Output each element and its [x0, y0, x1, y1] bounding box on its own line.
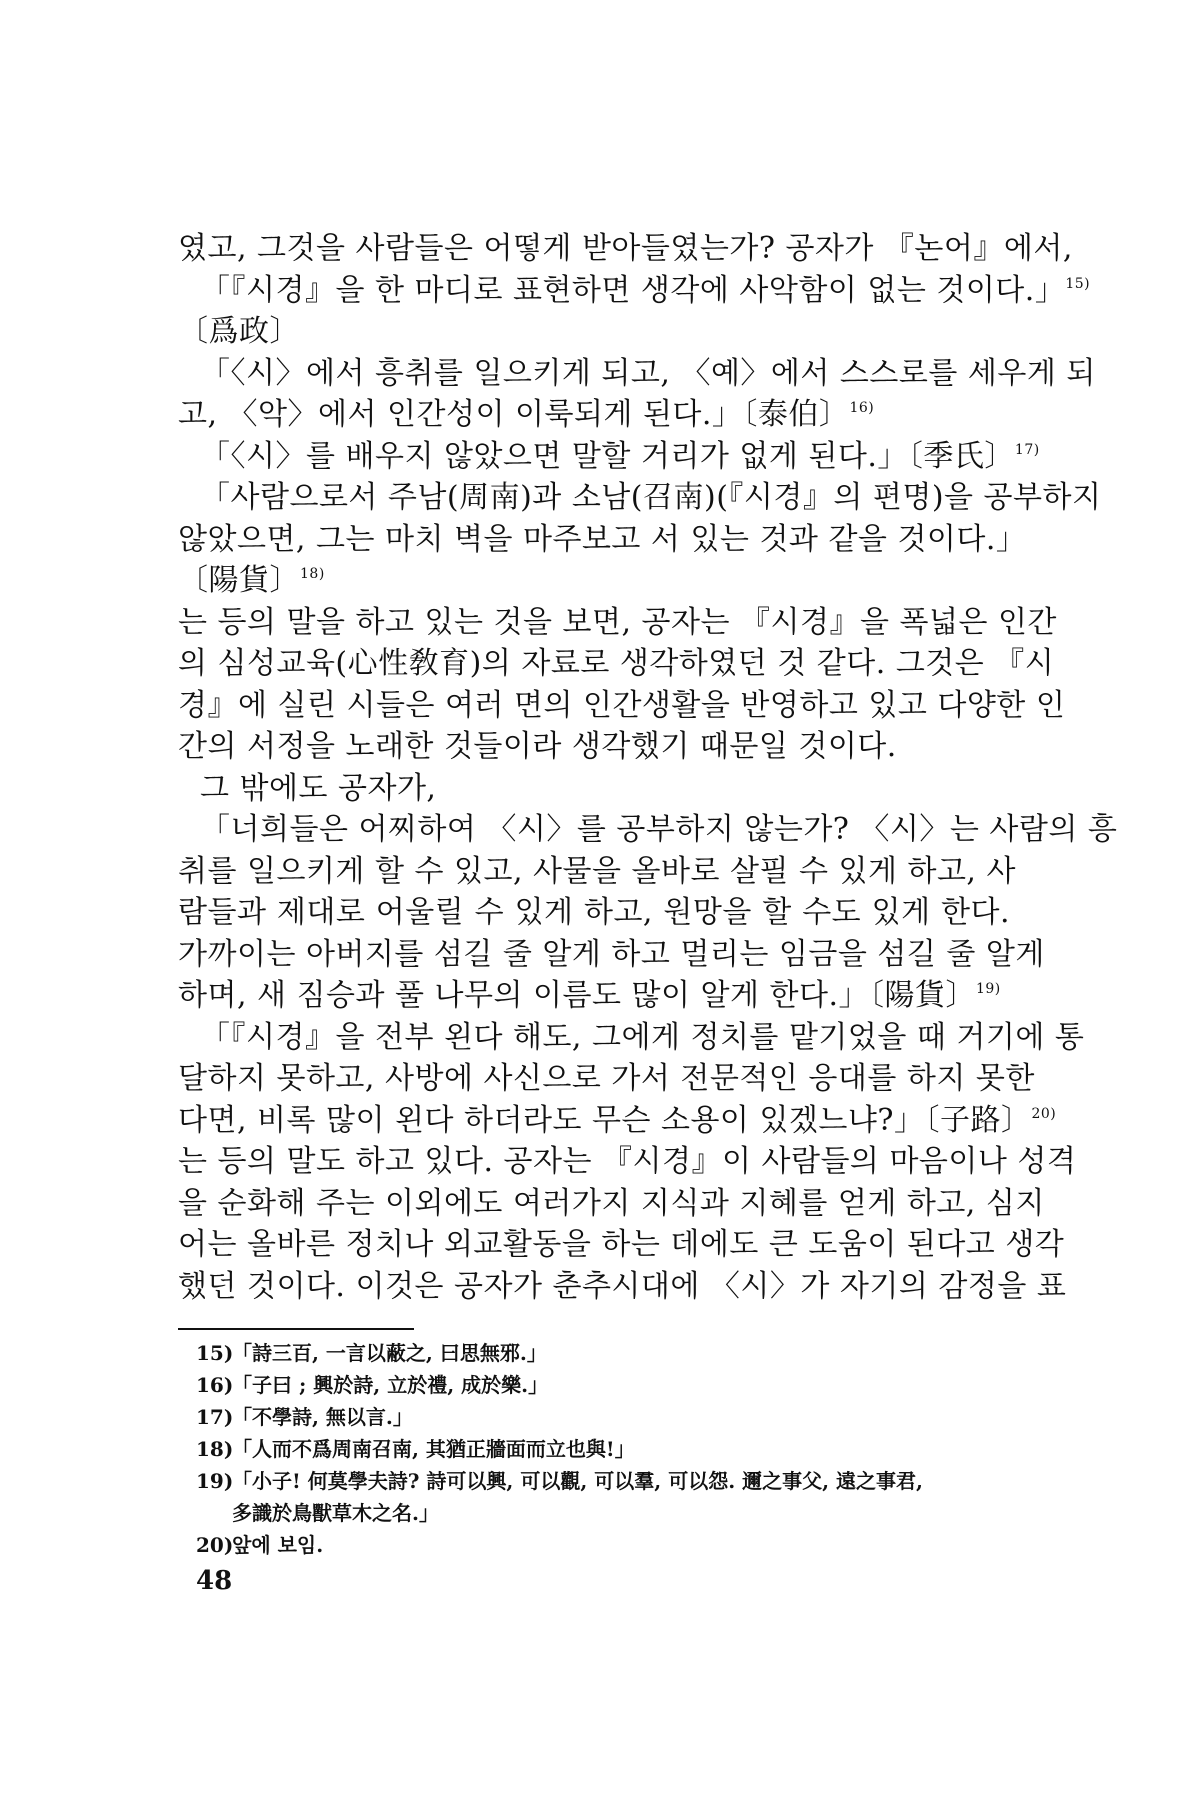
text-line: 을 순화해 주는 이외에도 여러가지 지식과 지혜를 얻게 하고, 심지	[178, 1185, 1045, 1221]
text-line: 〔陽貨〕$^{18)}$	[178, 563, 325, 598]
text-line: 경』에 실린 시들은 여러 면의 인간생활을 반영하고 있고 다양한 인	[178, 687, 1066, 723]
footnote-number: 19)	[196, 1469, 234, 1493]
text-line: 고, 〈악〉에서 인간성이 이룩되게 된다.」〔泰伯〕$^{16)}$	[178, 397, 875, 432]
footnote-text: 「不學詩, 無以言.」	[232, 1405, 413, 1429]
text-line: 「『시경』을 전부 왼다 해도, 그에게 정치를 맡기었을 때 거기에 통	[200, 1019, 1085, 1055]
text-line: 가까이는 아버지를 섬길 줄 알게 하고 멀리는 임금을 섬길 줄 알게	[178, 936, 1045, 972]
text-line: 「『시경』을 한 마디로 표현하면 생각에 사악함이 없는 것이다.」$^{15)}$	[200, 272, 1091, 308]
body-text	[178, 228, 1118, 1307]
text-line: 했던 것이다. 이것은 공자가 춘추시대에 〈시〉가 자기의 감정을 표	[178, 1268, 1067, 1304]
text-line: 않았으면, 그는 마치 벽을 마주보고 서 있는 것과 같을 것이다.」	[178, 521, 1027, 557]
text-line: 「사람으로서 주남(周南)과 소남(召南)(『시경』의 편명)을 공부하지	[200, 480, 1102, 515]
footnote-number: 17)	[196, 1405, 234, 1429]
text-line: 하며, 새 짐승과 풀 나무의 이름도 많이 알게 한다.」〔陽貨〕$^{19)}$	[178, 978, 1001, 1013]
footnote-16	[196, 1369, 1016, 1401]
text-line: 달하지 못하고, 사방에 사신으로 가서 전문적인 응대를 하지 못한	[178, 1061, 1035, 1096]
footnote-number: 16)	[196, 1373, 234, 1397]
text-line: 간의 서정을 노래한 것들이라 생각했기 때문일 것이다.	[178, 729, 897, 764]
text-line: 〔爲政〕	[178, 314, 300, 349]
footnote-number: 20)	[196, 1533, 234, 1557]
footnote-15	[196, 1337, 1016, 1369]
footnote-20	[196, 1529, 1016, 1561]
text-line: 는 등의 말을 하고 있는 것을 보면, 공자는 『시경』을 폭넓은 인간	[178, 604, 1057, 640]
text-line: 는 등의 말도 하고 있다. 공자는 『시경』이 사람들의 마음이나 성격	[178, 1144, 1077, 1179]
footnote-19-continued: 多識於鳥獸草木之名.」	[232, 1501, 439, 1525]
footnote-divider	[178, 1328, 414, 1330]
footnote-17	[196, 1401, 1016, 1433]
text-line: 그 밖에도 공자가,	[200, 770, 437, 806]
text-line: 람들과 제대로 어울릴 수 있게 하고, 원망을 할 수도 있게 한다.	[178, 895, 1010, 930]
text-line: 「너희들은 어찌하여 〈시〉를 공부하지 않는가? 〈시〉는 사람의 흥	[200, 812, 1118, 847]
text-line: 다면, 비록 많이 왼다 하더라도 무슨 소용이 있겠느냐?」〔子路〕$^{20)}$	[178, 1102, 1057, 1138]
footnote-text: 앞에 보임.	[232, 1533, 324, 1557]
page-number: 48	[196, 1566, 233, 1596]
footnote-number: 15)	[196, 1341, 234, 1365]
text-line: 「〈시〉를 배우지 않았으면 말할 거리가 없게 된다.」〔季氏〕$^{17)}$	[200, 438, 1040, 474]
text-line: 였고, 그것을 사람들은 어떻게 받아들였는가? 공자가 『논어』에서,	[178, 231, 1073, 266]
text-line: 어는 올바른 정치나 외교활동을 하는 데에도 큰 도움이 된다고 생각	[178, 1227, 1065, 1262]
footnote-19	[196, 1465, 1016, 1497]
footnote-text: 「人而不爲周南召南, 其猶正牆面而立也與!」	[232, 1437, 635, 1461]
footnote-number: 18)	[196, 1437, 234, 1461]
footnote-text: 「子曰 ; 興於詩, 立於禮, 成於樂.」	[232, 1373, 549, 1397]
footnotes	[196, 1337, 1016, 1561]
text-line: 의 심성교육(心性敎育)의 자료로 생각하였던 것 같다. 그것은 『시	[178, 646, 1055, 681]
footnote-text: 「詩三百, 一言以蔽之, 曰思無邪.」	[232, 1341, 547, 1365]
footnote-text: 「小子! 何莫學夫詩? 詩可以興, 可以觀, 可以羣, 可以怨. 邇之事父, 遠之事君,	[232, 1469, 924, 1493]
text-line: 「〈시〉에서 흥취를 일으키게 되고, 〈예〉에서 스스로를 세우게 되	[200, 355, 1096, 391]
footnote-18	[196, 1433, 1016, 1465]
text-line: 취를 일으키게 할 수 있고, 사물을 올바로 살필 수 있게 하고, 사	[178, 853, 1016, 889]
